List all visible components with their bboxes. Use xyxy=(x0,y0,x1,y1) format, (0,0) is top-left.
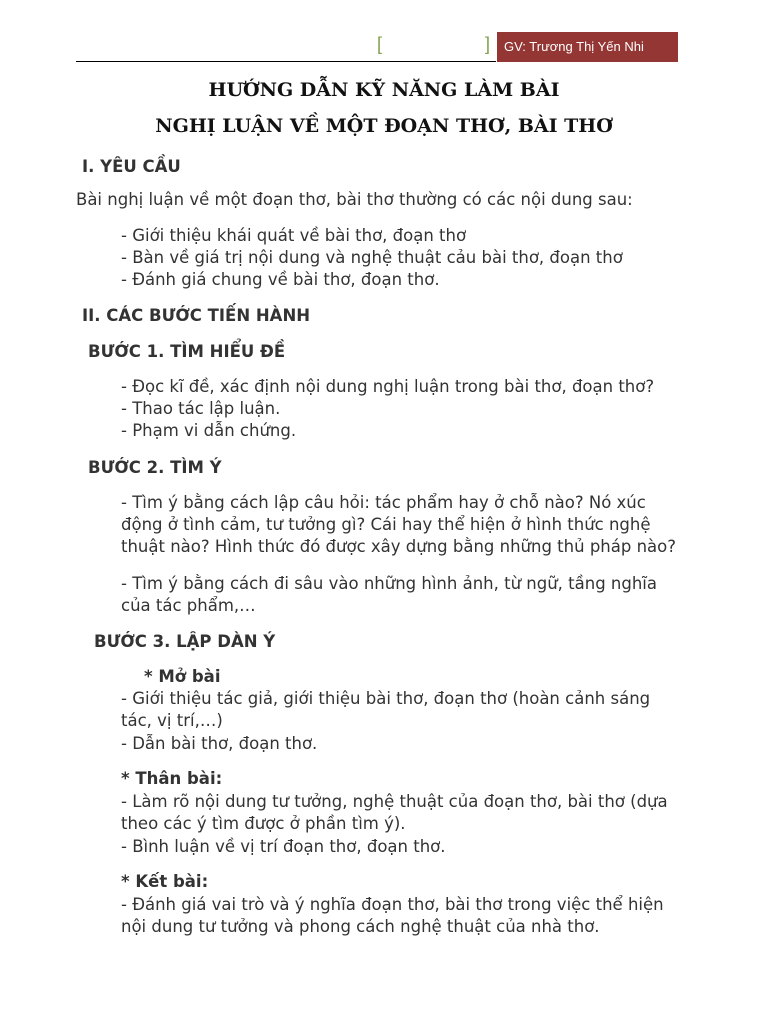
text-line: - Đọc kĩ đề, xác định nội dung nghị luận trong bài thơ, đoạn thơ? xyxy=(121,377,655,396)
text-line: - Bình luận về vị trí đoạn thơ, đoạn thơ. xyxy=(121,837,446,856)
text-line: - Phạm vi dẫn chứng. xyxy=(121,421,297,440)
text-line: - Đánh giá chung về bài thơ, đoạn thơ. xyxy=(121,270,440,289)
section-heading: I. YÊU CẦU xyxy=(82,157,181,176)
section-heading: BƯỚC 3. LẬP DÀN Ý xyxy=(94,632,276,651)
section-heading: II. CÁC BƯỚC TIẾN HÀNH xyxy=(82,306,311,325)
section-heading: BƯỚC 2. TÌM Ý xyxy=(88,458,222,477)
text-line: - Thao tác lập luận. xyxy=(121,399,281,418)
text-line: - Bàn về giá trị nội dung và nghệ thuật cảu bài thơ, đoạn thơ xyxy=(121,248,623,267)
section-heading: * Mở bài xyxy=(144,667,221,686)
text-line: - Giới thiệu khái quát về bài thơ, đoạn thơ xyxy=(121,226,467,245)
section-heading: * Kết bài: xyxy=(121,872,209,891)
text-line: của tác phẩm,… xyxy=(121,596,256,615)
text-line: - Giới thiệu tác giả, giới thiệu bài thơ, đoạn thơ (hoàn cảnh sáng xyxy=(121,689,651,708)
header-bracket-close: ] xyxy=(485,34,491,54)
header-divider xyxy=(76,61,496,62)
text-line: theo các ý tìm được ở phần tìm ý). xyxy=(121,814,406,833)
header-bracket-open: [ xyxy=(377,34,383,54)
title-line-1: HƯỚNG DẪN KỸ NĂNG LÀM BÀI xyxy=(208,79,560,101)
text-line: thuật nào? Hình thức đó được xây dựng bằng những thủ pháp nào? xyxy=(121,537,676,556)
text-line: - Làm rõ nội dung tư tưởng, nghệ thuật của đoạn thơ, bài thơ (dựa xyxy=(121,792,668,811)
text-line: - Đánh giá vai trò và ý nghĩa đoạn thơ, bài thơ trong việc thể hiện xyxy=(121,895,664,914)
text-line: nội dung tư tưởng và phong cách nghệ thuật của nhà thơ. xyxy=(121,917,600,936)
title-line-2: NGHỊ LUẬN VỀ MỘT ĐOẠN THƠ, BÀI THƠ xyxy=(155,115,613,137)
section-heading: * Thân bài: xyxy=(121,769,223,788)
text-line: động ở tình cảm, tư tưởng gì? Cái hay thể hiện ở hình thức nghệ xyxy=(121,515,651,534)
text-line: - Tìm ý bằng cách lập câu hỏi: tác phẩm hay ở chỗ nào? Nó xúc xyxy=(121,493,646,512)
text-line: Bài nghị luận về một đoạn thơ, bài thơ thường có các nội dung sau: xyxy=(76,190,633,209)
text-line: tác, vị trí,…) xyxy=(121,711,223,730)
text-line: - Tìm ý bằng cách đi sâu vào những hình ảnh, từ ngữ, tầng nghĩa xyxy=(121,574,657,593)
section-heading: BƯỚC 1. TÌM HIỂU ĐỀ xyxy=(88,342,286,361)
text-line: - Dẫn bài thơ, đoạn thơ. xyxy=(121,734,318,753)
teacher-badge: GV: Trương Thị Yến Nhi xyxy=(497,32,678,62)
